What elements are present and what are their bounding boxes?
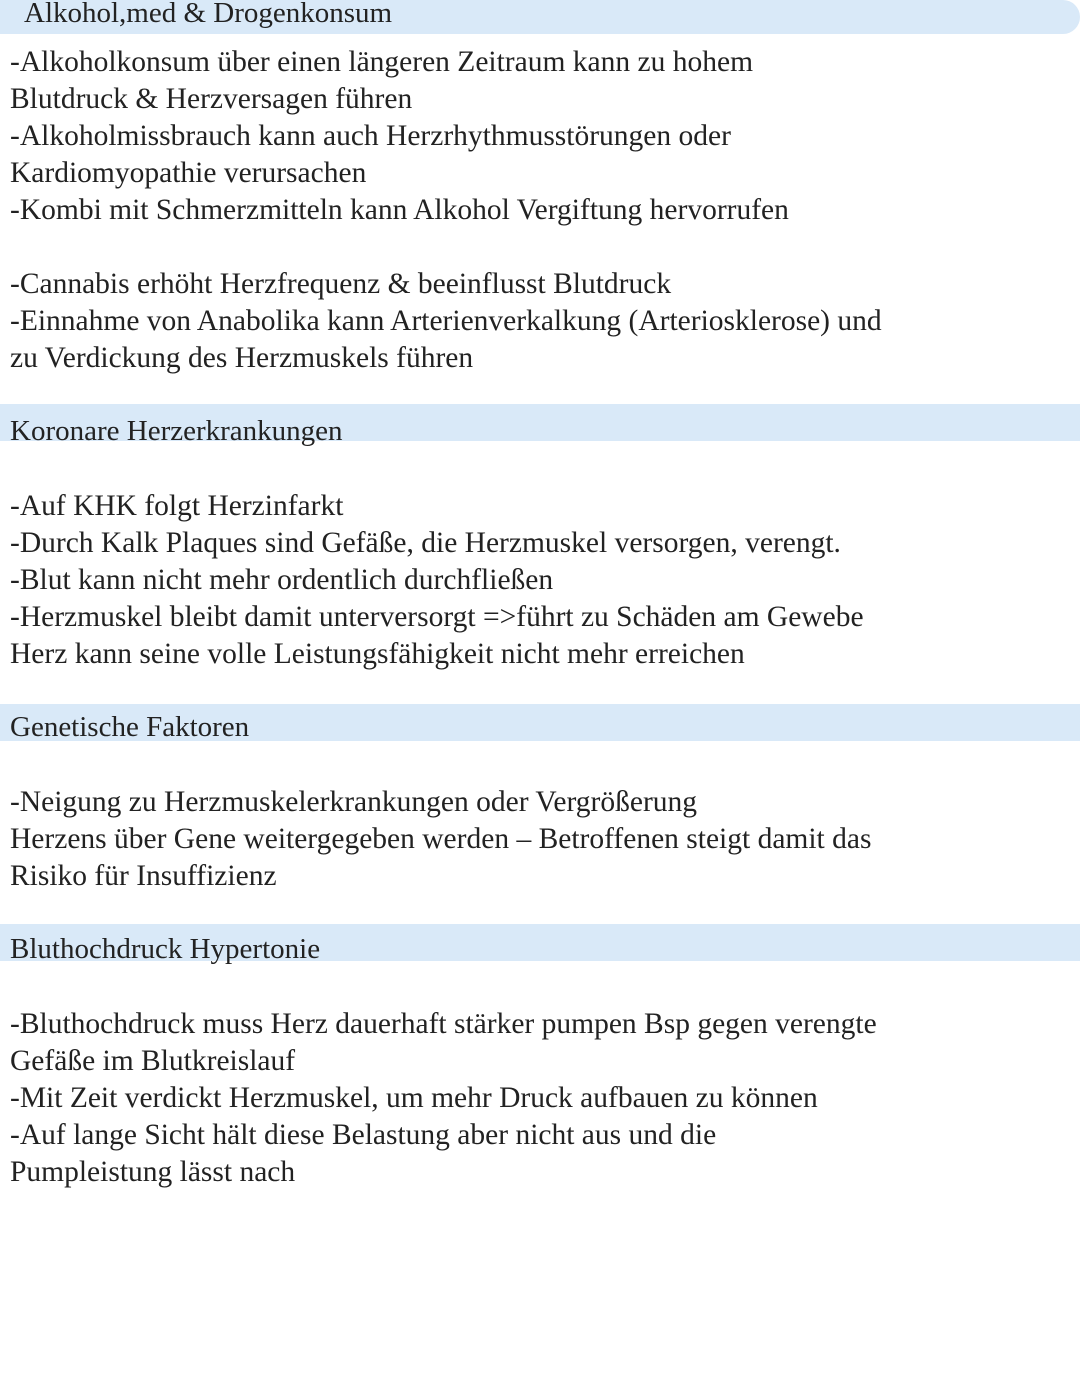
text-line: -Mit Zeit verdickt Herzmuskel, um mehr Druck aufbauen zu können (10, 1082, 818, 1114)
text-line: -Cannabis erhöht Herzfrequenz & beeinflusst Blutdruck (10, 268, 672, 300)
text-line: Kardiomyopathie verursachen (10, 157, 367, 189)
text-line: -Auf KHK folgt Herzinfarkt (10, 490, 344, 522)
text-line: Risiko für Insuffizienz (10, 860, 277, 892)
section-heading-bar (0, 404, 1080, 447)
text-line: Blutdruck & Herzversagen führen (10, 83, 413, 115)
section-heading: Koronare Herzerkrankungen (10, 415, 343, 447)
text-line: -Blut kann nicht mehr ordentlich durchfließen (10, 564, 554, 596)
section-heading: Bluthochdruck Hypertonie (10, 933, 321, 965)
text-line: -Neigung zu Herzmuskelerkrankungen oder Vergrößerung (10, 786, 698, 818)
text-line: Herz kann seine volle Leistungsfähigkeit nicht mehr erreichen (10, 638, 745, 670)
text-line: Gefäße im Blutkreislauf (10, 1045, 296, 1077)
text-line: Pumpleistung lässt nach (10, 1156, 296, 1188)
section-heading: Genetische Faktoren (10, 711, 250, 743)
text-line: -Durch Kalk Plaques sind Gefäße, die Herzmuskel versorgen, verengt. (10, 527, 841, 559)
text-line: -Alkoholmissbrauch kann auch Herzrhythmusstörungen oder (10, 120, 731, 152)
text-line: -Einnahme von Anabolika kann Arterienverkalkung (Arteriosklerose) und (10, 305, 882, 337)
text-line: -Auf lange Sicht hält diese Belastung aber nicht aus und die (10, 1119, 717, 1151)
text-line: -Alkoholkonsum über einen längeren Zeitraum kann zu hohem (10, 46, 754, 78)
section-heading-bar (0, 924, 1080, 965)
text-line: -Kombi mit Schmerzmitteln kann Alkohol Vergiftung hervorrufen (10, 194, 789, 226)
section-heading-bar (0, 704, 1080, 741)
text-line: -Bluthochdruck muss Herz dauerhaft stärker pumpen Bsp gegen verengte (10, 1008, 877, 1040)
section-heading-bar (0, 0, 1080, 34)
text-line: zu Verdickung des Herzmuskels führen (10, 342, 474, 374)
text-line: Herzens über Gene weitergegeben werden – Betroffenen steigt damit das (10, 823, 872, 855)
section-heading: Alkohol,med & Drogenkonsum (24, 0, 393, 29)
text-line: -Herzmuskel bleibt damit unterversorgt =>führt zu Schäden am Gewebe (10, 601, 864, 633)
